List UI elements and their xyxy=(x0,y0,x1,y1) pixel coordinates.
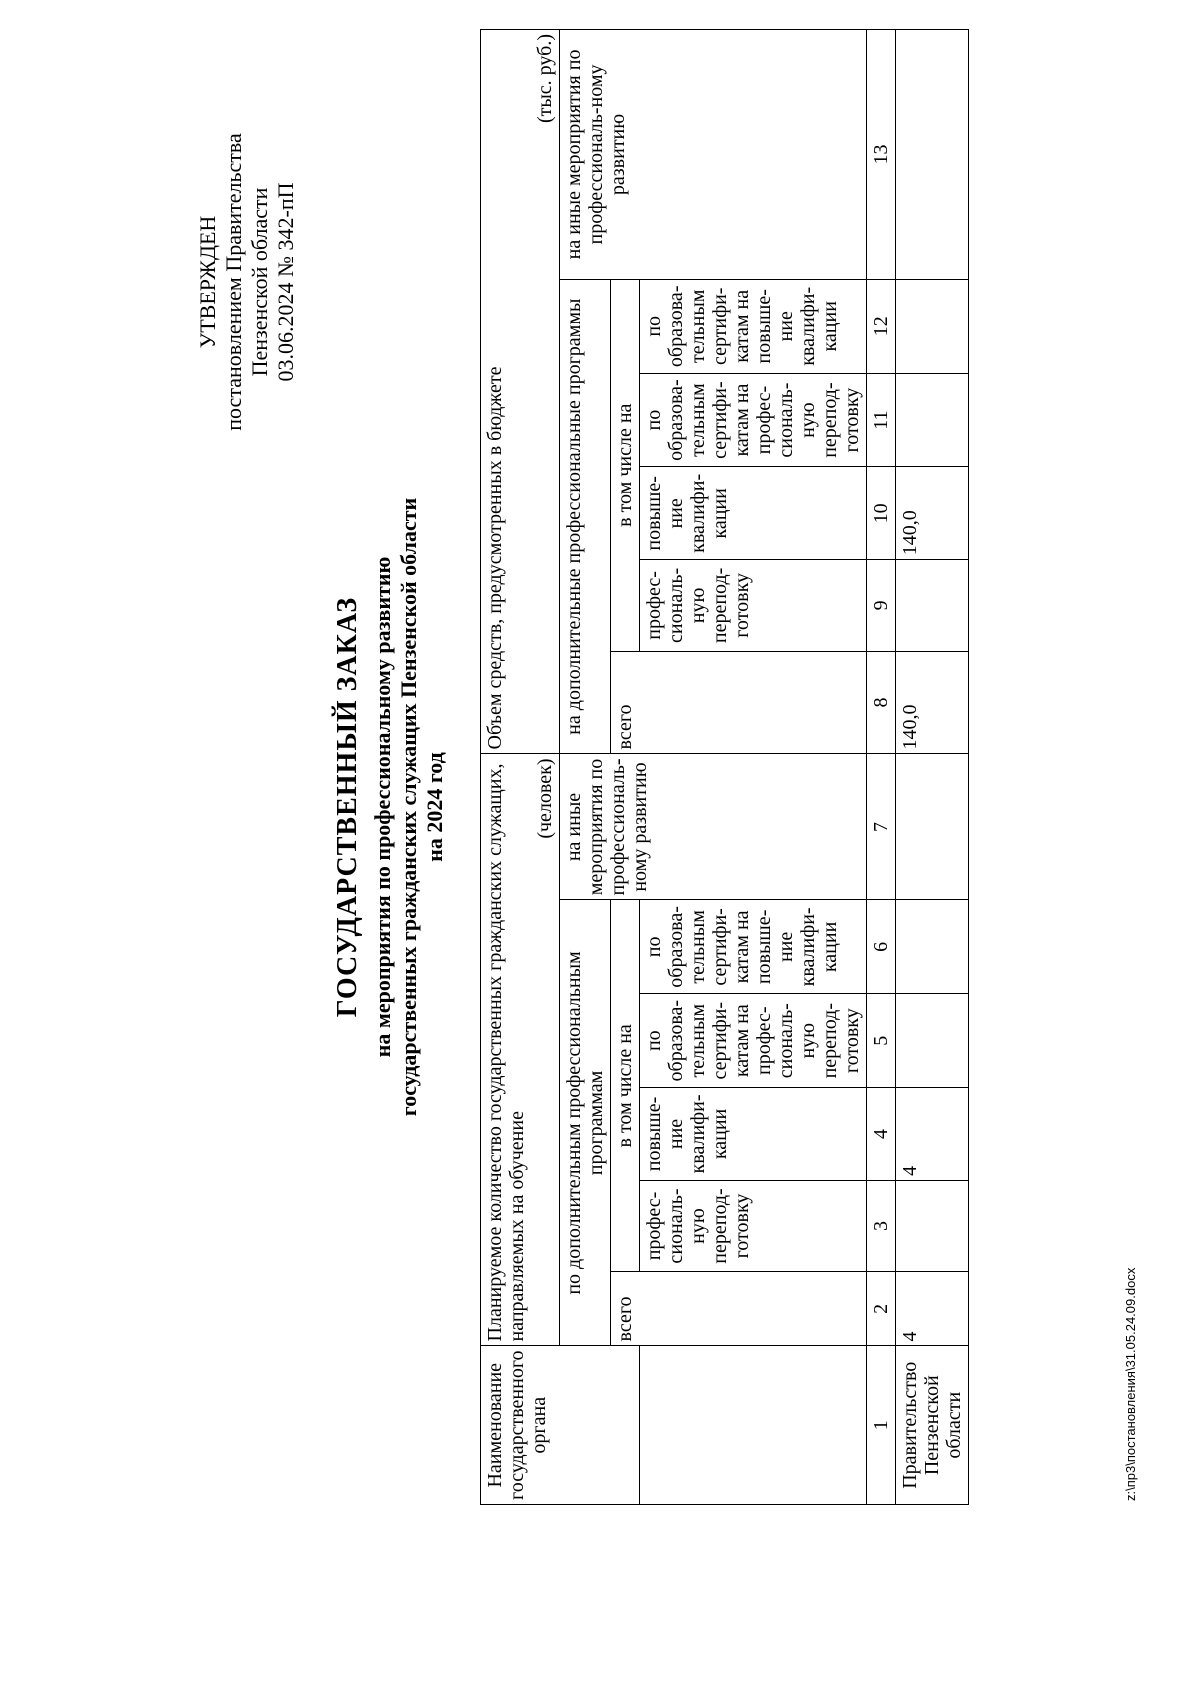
approval-line-3: Пензенской области xyxy=(247,187,272,377)
header-count-other: на иные мероприятия по профессиональ-ному развитию xyxy=(560,754,867,900)
cell-value: 140,0 xyxy=(896,467,969,560)
header-blank xyxy=(640,1346,867,1505)
col-number: 5 xyxy=(867,994,896,1088)
col-number: 2 xyxy=(867,1272,896,1346)
header-count-total: всего xyxy=(611,1272,867,1346)
header-count-dpp: по дополнительным профессиональным программам xyxy=(560,900,611,1346)
header-funds-dpp: на дополнительные профессиональные программы xyxy=(560,279,611,754)
cell-value xyxy=(896,994,969,1088)
header-count-incl: в том числе на xyxy=(611,900,640,1272)
approval-line-1: УТВЕРЖДЕН xyxy=(195,215,220,349)
header-row-2 xyxy=(560,30,611,1505)
document-subtitle-2: государственных гражданских служащих Пензенской области xyxy=(396,497,421,1117)
cell-value: 4 xyxy=(896,1272,969,1346)
header-count-group: Планируемое количество государственных гражданских служащих, направляемых на обучение xyxy=(481,754,532,1346)
col-number: 7 xyxy=(867,754,896,900)
col-number: 1 xyxy=(867,1346,896,1505)
col-number: 6 xyxy=(867,900,896,994)
unit-count: (человек) xyxy=(531,754,560,1346)
approval-line-4: 03.06.2024 № 342-пП xyxy=(273,182,298,382)
cell-value: 4 xyxy=(896,1088,969,1181)
cell-value xyxy=(896,900,969,994)
col-number: 12 xyxy=(867,279,896,373)
document-subtitle-1: на мероприятия по профессиональному развитию xyxy=(370,556,395,1058)
cell-value xyxy=(896,1180,969,1271)
cell-value xyxy=(896,373,969,467)
header-count-retrain: профес-сиональ-ную перепод-готовку xyxy=(640,1180,867,1271)
cell-value xyxy=(896,754,969,900)
cell-org: Правительство Пензенской области xyxy=(896,1346,969,1505)
file-path-footer: z:\пр3\постановления\31.05.24.09.docx xyxy=(1123,1267,1138,1501)
col-number: 4 xyxy=(867,1088,896,1181)
col-number: 10 xyxy=(867,467,896,560)
header-count-cert-advance: по образова-тельным сертифи-катам на повыше-ние квалифи-кации xyxy=(640,900,867,994)
col-number: 8 xyxy=(867,651,896,754)
col-number: 13 xyxy=(867,30,896,280)
state-order-table xyxy=(480,29,969,1505)
header-funds-other: на иные мероприятия по профессиональ-ному развитию xyxy=(560,30,867,280)
header-row-1 xyxy=(481,30,532,1505)
table-row xyxy=(896,30,969,1505)
header-row-units xyxy=(531,30,560,1505)
header-funds-group: Объем средств, предусмотренных в бюджете xyxy=(481,30,532,755)
header-org: Наименование государственного органа xyxy=(481,1346,640,1505)
cell-value xyxy=(896,560,969,651)
col-number: 3 xyxy=(867,1180,896,1271)
cell-value: 140,0 xyxy=(896,651,969,754)
approval-line-2: постановлением Правительства xyxy=(221,133,246,431)
col-number: 9 xyxy=(867,560,896,651)
unit-funds: (тыс. руб.) xyxy=(531,30,560,755)
header-count-advance: повыше-ние квалифи-кации xyxy=(640,1088,867,1181)
approval-stamp xyxy=(195,117,299,447)
header-funds-cert-retrain: по образова-тельным сертифи-катам на профес-сиональ-ную перепод-готовку xyxy=(640,373,867,467)
header-funds-total: всего xyxy=(611,651,867,754)
cell-value xyxy=(896,30,969,280)
header-funds-incl: в том числе на xyxy=(611,279,640,651)
document-subtitle-3: на 2024 год xyxy=(422,752,447,862)
header-funds-cert-advance: по образова-тельным сертифи-катам на повыше-ние квалифи-кации xyxy=(640,279,867,373)
header-funds-retrain: профес-сиональ-ную перепод-готовку xyxy=(640,560,867,651)
header-count-cert-retrain: по образова-тельным сертифи-катам на профес-сиональ-ную перепод-готовку xyxy=(640,994,867,1088)
col-number: 11 xyxy=(867,373,896,467)
column-number-row xyxy=(867,30,896,1505)
cell-value xyxy=(896,279,969,373)
header-funds-advance: повыше-ние квалифи-кации xyxy=(640,467,867,560)
document-title: ГОСУДАРСТВЕННЫЙ ЗАКАЗ xyxy=(332,596,363,1018)
document-title-block xyxy=(332,257,448,1357)
